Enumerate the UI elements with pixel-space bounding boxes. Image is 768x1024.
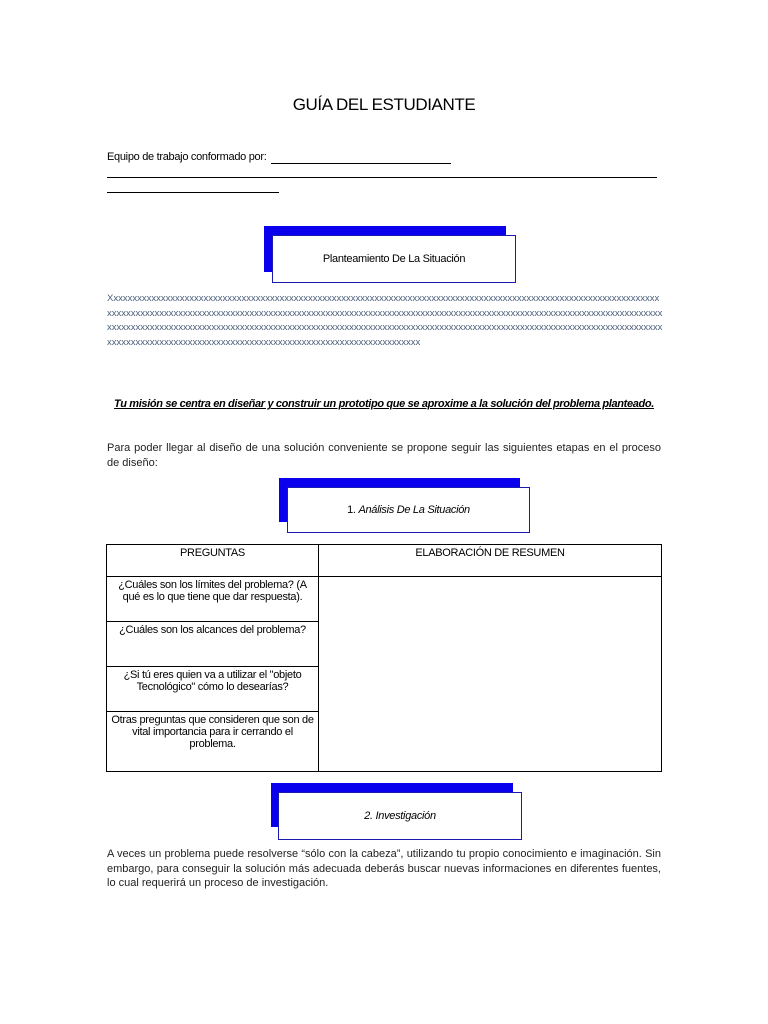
section-box-frame — [278, 792, 522, 840]
table-row — [107, 577, 662, 622]
team-label-line — [107, 151, 267, 163]
page-title: GUÍA DEL ESTUDIANTE — [292, 95, 476, 114]
column-header-preguntas: PREGUNTAS — [107, 545, 319, 577]
questions-table — [106, 544, 662, 772]
placeholder-paragraph: Xxxxxxxxxxxxxxxxxxxxxxxxxxxxxxxxxxxxxxxxxxxxxxxxxxxxxxxxxxxxxxxxxxxxxxxxxxxxxxxxxxxxxxxxxxxxxxxxxxxxxxxxxxxxxxxxxxxxxxxxxxxxxxxxxxxxxxxxxxxxxxxxxxxxxxxxxxxxxxxxxxxxxxxxxxxxxxxxxxxxxxxxxxxxxxxxxxxxxxxxxxxxxxxxxxxxxxxxxxxxxxxxxxxxxxxxxxxxxxxxxxxxxxxxxxxxxxxxxxxxxxxxxxxxxxxxxxxxxxxxxxxxxxxxxxxxxxxxxxxxxxxxxxxxxxxxxxxxxxxxxxxxxxxxxxxxxxxxxxxxxxxxxxxxxxxxxxxxxxxxxxxxxxxxxxxxxxxxxxxxxxxxxxxxxxxxxxxxxxxxxxxxxxxxxxxxxxxx — [107, 293, 663, 348]
summary-answer-cell[interactable] — [319, 577, 662, 772]
section-box-frame — [272, 235, 516, 283]
section-box-planteamiento — [264, 226, 516, 284]
section-box-frame — [287, 487, 530, 533]
team-blank-line-1 — [271, 163, 451, 164]
table-header-row — [107, 545, 662, 577]
question-cell: ¿Si tú eres quien va a utilizar el "objeto Tecnológico" cómo lo desearías? — [107, 667, 319, 712]
section-box-analisis — [279, 478, 530, 534]
question-cell: Otras preguntas que consideren que son de vital importancia para ir cerrando el problema. — [107, 712, 319, 772]
section-number: 1. — [347, 504, 356, 516]
team-label: Equipo de trabajo conformado por — [107, 151, 264, 163]
team-blank-line-3 — [107, 192, 279, 193]
question-cell: ¿Cuáles son los límites del problema? (A qué es lo que tiene que dar respuesta). — [107, 577, 319, 622]
column-header-resumen: ELABORACIÓN DE RESUMEN — [319, 545, 662, 577]
section-heading-investigacion: 2. Investigación — [364, 810, 436, 822]
investigation-paragraph: A veces un problema puede resolverse “sólo con la cabeza”, utilizando tu propio conocimiento e imaginación. Sin embargo, para conseguir la solución más adecuada deberás buscar nuevas informaciones en diferentes fuentes, lo cual requerirá un proceso de investigación. — [107, 848, 661, 889]
section-box-investigacion — [271, 783, 521, 840]
section-heading-analisis: Análisis De La Situación — [358, 504, 470, 516]
section-heading-planteamiento: Planteamiento De La Situación — [322, 253, 466, 265]
team-colon: : — [263, 151, 267, 163]
mission-statement: Tu misión se centra en diseñar y construir un prototipo que se aproxime a la solución del problema planteado. — [114, 398, 654, 410]
team-blank-line-2 — [107, 177, 657, 178]
question-cell: ¿Cuáles son los alcances del problema? — [107, 622, 319, 667]
intro-paragraph: Para poder llegar al diseño de una solución conveniente se propone seguir las siguientes etapas en el proceso de diseño: — [107, 442, 661, 469]
